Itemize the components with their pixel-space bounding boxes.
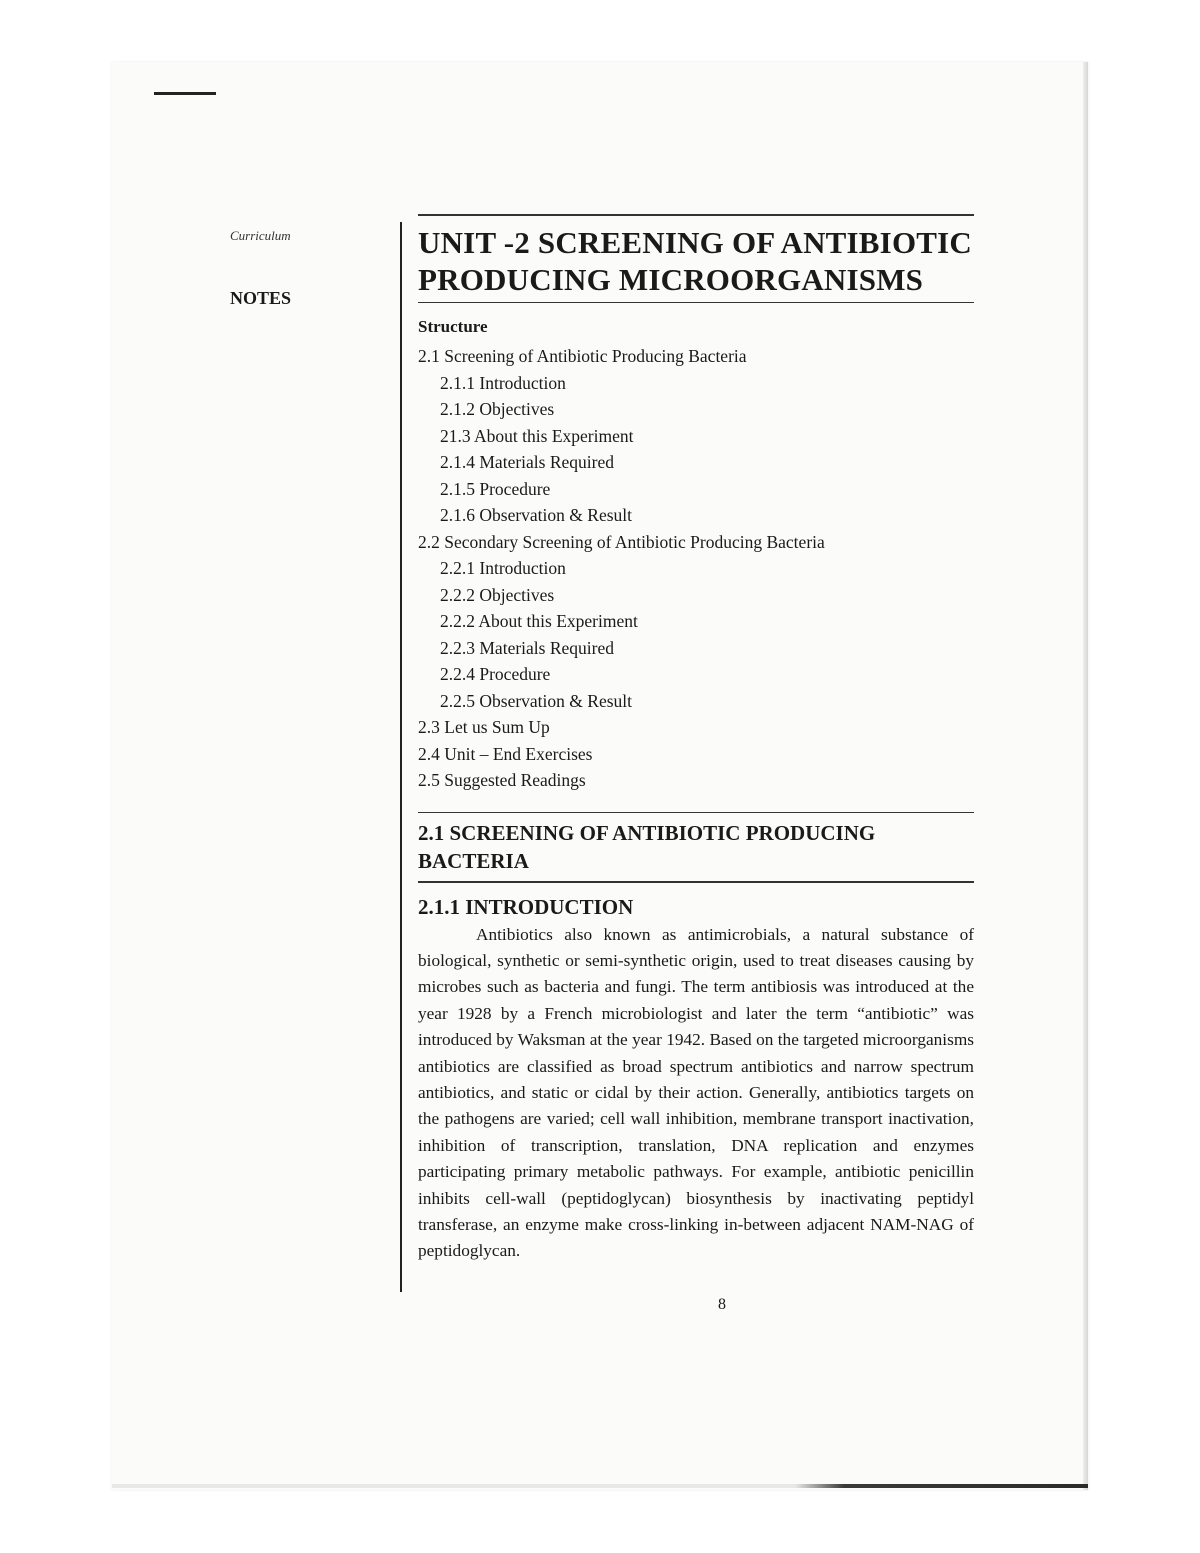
structure-item: 2.2.4 Procedure xyxy=(440,664,551,684)
structure-item: 2.2 Secondary Screening of Antibiotic Producing Bacteria xyxy=(418,531,825,552)
section-title-line-2: BACTERIA xyxy=(418,849,529,873)
structure-item: 2.2.2 Objectives xyxy=(440,584,555,605)
margin-label-curriculum: Curriculum xyxy=(230,228,291,243)
structure-item: 2.5 Suggested Readings xyxy=(418,770,586,790)
page-number: 8 xyxy=(718,1296,726,1313)
title-rule xyxy=(418,302,974,304)
unit-title-line-1: UNIT -2 SCREENING OF ANTIBIOTIC xyxy=(418,224,972,260)
structure-list xyxy=(418,343,974,794)
structure-item: 2.2.2 About this Experiment xyxy=(440,611,638,631)
structure-item: 2.1.5 Procedure xyxy=(440,478,551,499)
top-rule xyxy=(418,214,974,216)
structure-item: 2.1 Screening of Antibiotic Producing Bacteria xyxy=(418,346,747,366)
section-top-rule xyxy=(418,812,974,814)
introduction-paragraph: Antibiotics also known as antimicrobials, a natural substance of biological, synthetic or semi-synthetic origin, used to treat diseases causing by microbes such as bacteria and fungi. The term antibiosis was introduced at the year 1928 by a French microbiologist and later the term “antibiotic” was introduced by Waksman at the year 1942. Based on the targeted microorganisms antibiotics are classified as broad spectrum antibiotics and narrow spectrum antibiotics, and static or cidal by their action. Generally, antibiotics targets on the pathogens are varied; cell wall inhibition, membrane transport inactivation, inhibition of transcription, translation, DNA replication and enzymes participating primary metabolic pathways. For example, antibiotic penicillin inhibits cell-wall (peptidoglycan) biosynthesis by inactivating peptidyl transferase, an enzyme make cross-linking in-between adjacent NAM-NAG of peptidoglycan. xyxy=(418,924,974,1261)
page-right-edge xyxy=(1083,62,1088,1490)
structure-item: 2.1.2 Objectives xyxy=(440,399,555,419)
structure-item: 2.2.3 Materials Required xyxy=(440,637,614,658)
structure-heading: Structure xyxy=(418,317,488,336)
structure-item: 2.1.6 Observation & Result xyxy=(440,505,632,525)
structure-item: 21.3 About this Experiment xyxy=(440,425,634,446)
page-bottom-edge xyxy=(112,1484,1088,1488)
main-content xyxy=(418,214,974,1265)
section-title-line-1: 2.1 SCREENING OF ANTIBIOTIC PRODUCING xyxy=(418,821,876,845)
unit-title-line-2: PRODUCING MICROORGANISMS xyxy=(418,261,924,297)
section-bottom-rule xyxy=(418,881,974,883)
structure-item: 2.3 Let us Sum Up xyxy=(418,717,550,737)
structure-item: 2.2.1 Introduction xyxy=(440,558,566,578)
margin-divider xyxy=(400,222,402,1292)
structure-item: 2.1.4 Materials Required xyxy=(440,452,614,472)
structure-item: 2.4 Unit – End Exercises xyxy=(418,743,593,764)
section-title xyxy=(418,819,974,875)
corner-mark xyxy=(154,92,216,95)
structure-item: 2.1.1 Introduction xyxy=(440,372,566,393)
subsection-title: 2.1.1 INTRODUCTION xyxy=(418,894,634,919)
unit-title xyxy=(418,224,974,298)
structure-item: 2.2.5 Observation & Result xyxy=(440,690,632,711)
margin-label-notes: NOTES xyxy=(230,288,292,308)
